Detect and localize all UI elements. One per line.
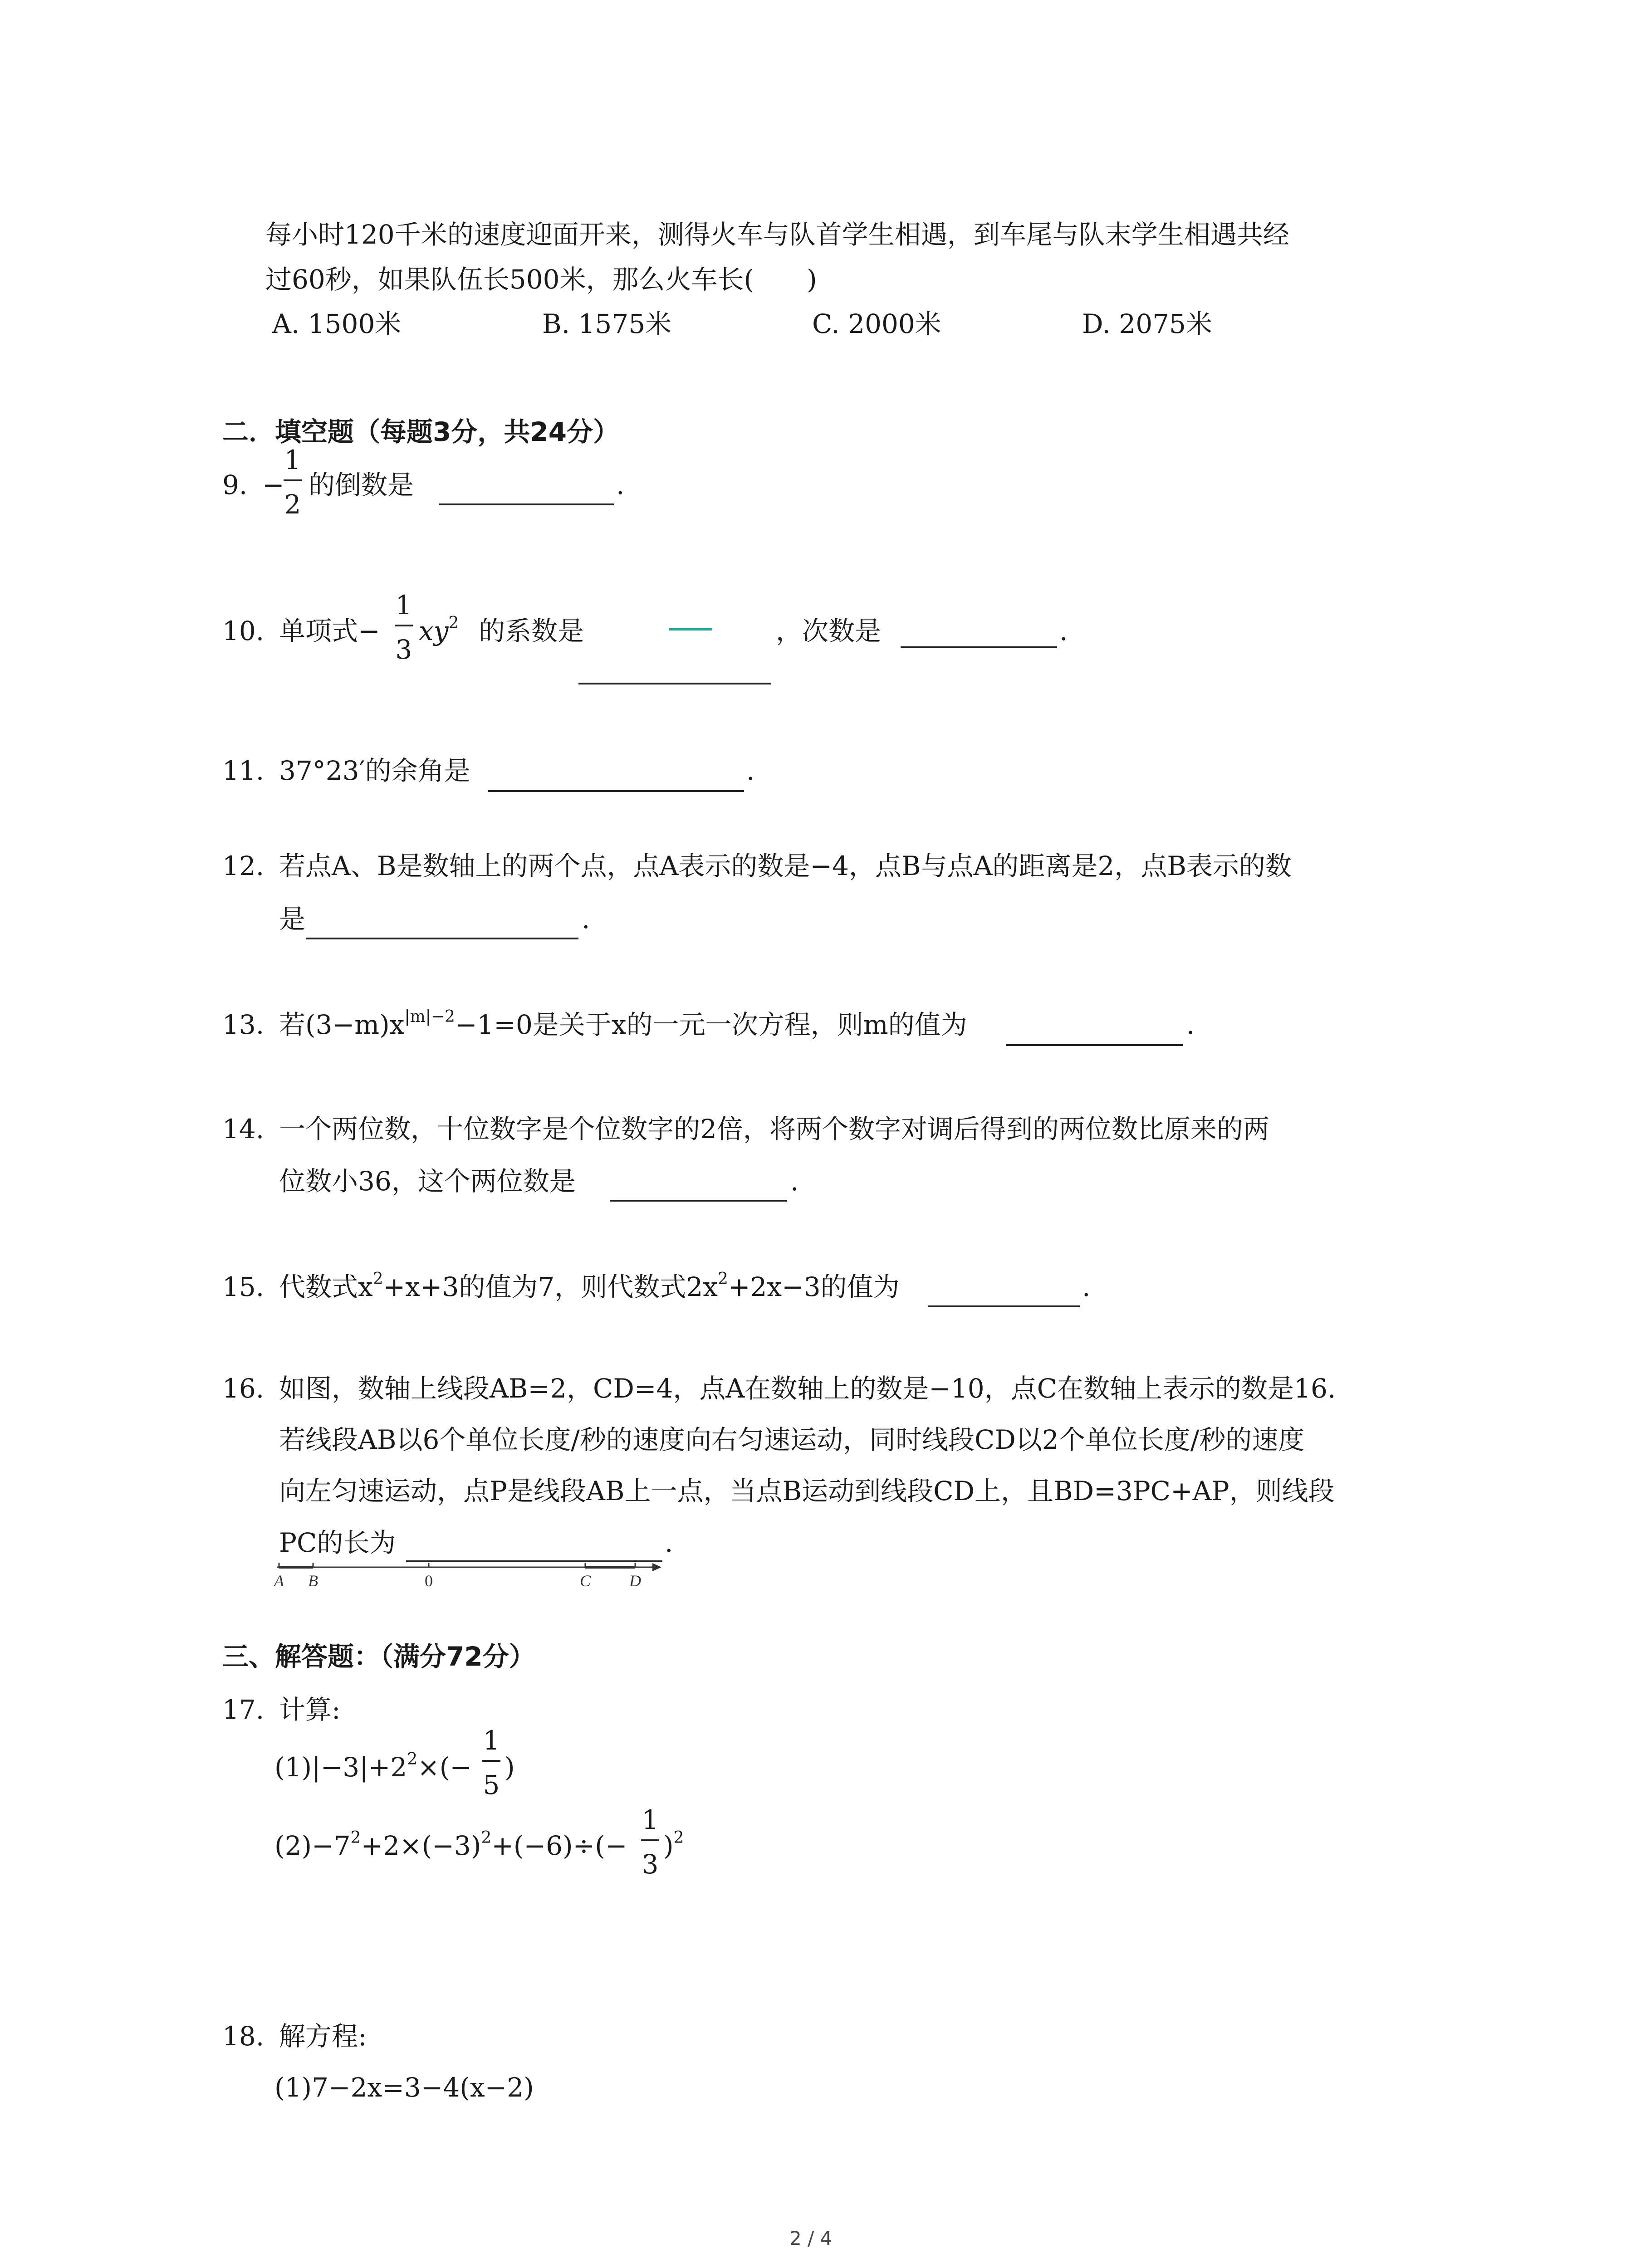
q18-part1: (1)7−2x=3−4(x−2) [274,2072,534,2103]
q17-number: 17. [222,1694,265,1725]
q9-period: . [616,469,625,500]
label-c: C [579,1572,591,1590]
q17-part2 [274,1828,627,1861]
q11-period: . [746,755,755,786]
q8-option-c: C. 2000米 [812,308,941,339]
q9-answer-blank[interactable] [439,503,614,505]
q13-text: 若(3−m)x [279,1009,405,1040]
q17-title: 计算: [279,1694,341,1725]
q12-line1: 若点A、B是数轴上的两个点，点A表示的数是−4，点B与点A的距离是2，点B表示的数 [279,850,1292,881]
q14-answer-blank[interactable] [610,1200,787,1202]
q15-exp2: 2 [717,1270,728,1288]
q10-text2: ，次数是 [776,616,882,646]
q11-number: 11. [222,755,265,786]
q8-option-b: B. 1575米 [542,308,672,339]
q12-line2: 是 [279,904,306,934]
q13-text2: −1=0是关于x的一元一次方程，则m的值为 [455,1009,967,1040]
q17-p1-b: ×(− [417,1752,472,1783]
q18-title: 解方程: [279,2021,367,2052]
q14-line2: 位数小36，这个两位数是 [279,1166,576,1197]
q15-exp1: 2 [372,1270,383,1288]
q17-p2-denominator: 3 [642,1849,659,1880]
q13-answer-blank[interactable] [1006,1044,1183,1046]
q10-fraction [395,592,413,667]
q17-part1 [274,1750,472,1783]
q17-p1-denominator: 5 [483,1769,500,1800]
q17-p2-e2: 2 [481,1828,492,1847]
q15-period: . [1082,1271,1091,1302]
q9-sign: − [262,469,284,500]
q17-p1-close: ) [505,1752,515,1783]
label-b: B [308,1572,318,1590]
q10-var: xy [419,616,449,646]
q17-p1-numerator: 1 [483,1725,500,1756]
q16-line3: 向左匀速运动，点P是线段AB上一点，当点B运动到线段CD上，且BD=3PC+AP，则线段 [279,1476,1335,1506]
q10-prefix: 单项式− [279,616,380,646]
q12-number: 12. [222,850,265,881]
q17-p2-e3: 2 [673,1828,684,1847]
q10-degree-blank[interactable] [901,646,1057,648]
q10-dash-mark [669,628,712,631]
q9-numerator: 1 [284,445,301,475]
q15-text2: +x+3的值为7，则代数式2x [383,1271,718,1302]
q17-p1-a: (1)|−3|+2 [274,1752,407,1783]
q17-p2-a: (2)−7 [274,1830,351,1861]
q10-fraction-bar [395,625,413,626]
label-a: A [274,1572,284,1590]
q9-fraction [284,447,302,522]
q16-number-line-figure [272,1549,671,1594]
q10-monomial [419,614,459,646]
label-d: D [629,1572,641,1590]
q17-p2-fraction [641,1804,659,1882]
q10-period: . [1059,616,1068,646]
q8-line1: 每小时120千米的速度迎面开来，测得火车与队首学生相遇，到车尾与队末学生相遇共经 [265,219,1289,250]
q12-period: . [582,904,590,934]
q14-line1: 一个两位数，十位数字是个位数字的2倍，将两个数字对调后得到的两位数比原来的两 [279,1114,1269,1144]
q16-number: 16. [222,1373,265,1404]
q12-answer-blank[interactable] [306,938,578,939]
q13-number: 13. [222,1009,265,1040]
q15-text3: +2x−3的值为 [728,1271,900,1302]
q15-number: 15. [222,1271,265,1302]
q8-option-d: D. 2075米 [1082,308,1212,339]
q9-fraction-bar [284,479,302,481]
q16-line4: PC的长为 [279,1527,396,1558]
q10-text1: 的系数是 [479,616,584,646]
q17-p2-close [663,1828,684,1861]
q17-p2-d: ) [663,1830,674,1861]
q8-option-a: A. 1500米 [272,308,402,339]
q16-line2: 若线段AB以6个单位长度/秒的速度向右匀速运动，同时线段CD以2个单位长度/秒的速度 [279,1424,1305,1455]
q17-p2-c: +(−6)÷(− [491,1830,627,1861]
q13-equation [279,1007,967,1040]
q10-exponent: 2 [448,614,459,632]
q17-p2-e1: 2 [350,1828,361,1847]
q11-answer-blank[interactable] [488,790,744,792]
q13-exponent: |m|−2 [404,1007,455,1026]
q17-p1-fraction [482,1727,500,1802]
q15-text1: 代数式x [279,1271,373,1302]
q18-number: 18. [222,2021,265,2052]
q9-number: 9. [222,469,248,500]
q14-number: 14. [222,1114,265,1144]
q15-expression [279,1270,900,1302]
q15-answer-blank[interactable] [928,1305,1080,1307]
section-3-title: 三、解答题：（满分72分） [222,1641,535,1672]
q10-number: 10. [222,616,265,646]
q13-period: . [1186,1009,1195,1040]
number-line-arrowhead [652,1563,661,1571]
label-0: 0 [425,1572,433,1590]
q14-period: . [790,1166,799,1197]
q9-text: 的倒数是 [309,469,414,500]
q9-denominator: 2 [284,489,301,520]
page-number: 2 / 4 [789,2227,833,2249]
q16-line1: 如图，数轴上线段AB=2，CD=4，点A在数轴上的数是−10，点C在数轴上表示的数是16. [279,1373,1336,1404]
q8-line2: 过60秒，如果队伍长500米，那么火车长( ) [265,264,817,295]
q17-p1-fraction-bar [482,1760,500,1762]
q11-text: 37°23′的余角是 [279,755,470,786]
section-2-title: 二．填空题（每题3分，共24分） [222,416,620,447]
q10-coefficient-blank[interactable] [578,683,771,684]
q10-denominator: 3 [395,634,412,665]
q10-numerator: 1 [395,590,412,621]
q17-p2-fraction-bar [641,1839,659,1841]
q16-period: . [665,1527,673,1558]
q17-p1-exp: 2 [407,1750,418,1769]
q17-p2-b: +2×(−3) [361,1830,481,1861]
q17-p2-numerator: 1 [642,1804,659,1835]
